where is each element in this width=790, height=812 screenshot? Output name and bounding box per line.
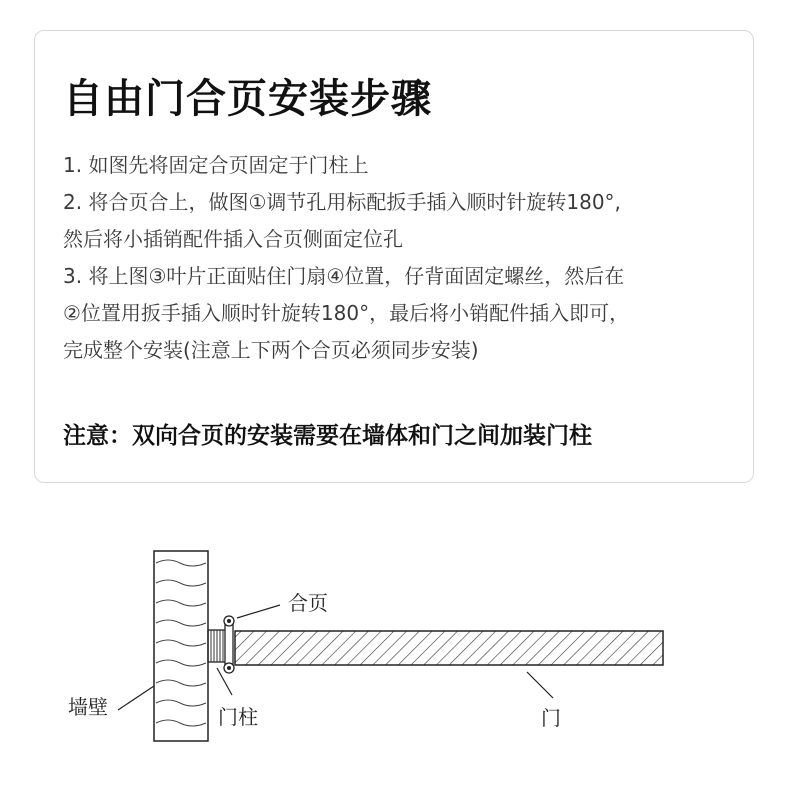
- installation-note: 注意：双向合页的安装需要在墙体和门之间加装门柱: [63, 423, 592, 449]
- instructions-card: [34, 30, 754, 483]
- wall-label: 墙壁: [68, 695, 108, 719]
- door-leader-line: [527, 672, 553, 698]
- step-line: 3. 将上图③叶片正面贴住门扇④位置，仔背面固定螺丝，然后在: [63, 264, 625, 288]
- page-title: 自由门合页安装步骤: [63, 76, 432, 122]
- installation-diagram: [0, 490, 790, 800]
- step-line: 然后将小插销配件插入合页侧面定位孔: [63, 227, 403, 251]
- hinge-leader-line: [237, 605, 280, 618]
- door-shape: [235, 631, 663, 665]
- hinge-shape: [224, 616, 234, 673]
- hinge-label: 合页: [288, 591, 328, 615]
- step-line: 2. 将合页合上，做图①调节孔用标配扳手插入顺时针旋转180°,: [63, 190, 621, 214]
- step-line: ②位置用扳手插入顺时针旋转180°，最后将小销配件插入即可，: [63, 301, 630, 325]
- post-label: 门柱: [218, 705, 258, 729]
- step-line: 完成整个安装(注意上下两个合页必须同步安装): [63, 338, 479, 362]
- door-post-shape: [208, 630, 226, 662]
- step-line: 1. 如图先将固定合页固定于门柱上: [63, 153, 369, 177]
- steps-list: [63, 147, 735, 369]
- door-label: 门: [541, 706, 561, 730]
- wall-leader-line: [118, 686, 154, 710]
- wall-shape: [154, 551, 208, 741]
